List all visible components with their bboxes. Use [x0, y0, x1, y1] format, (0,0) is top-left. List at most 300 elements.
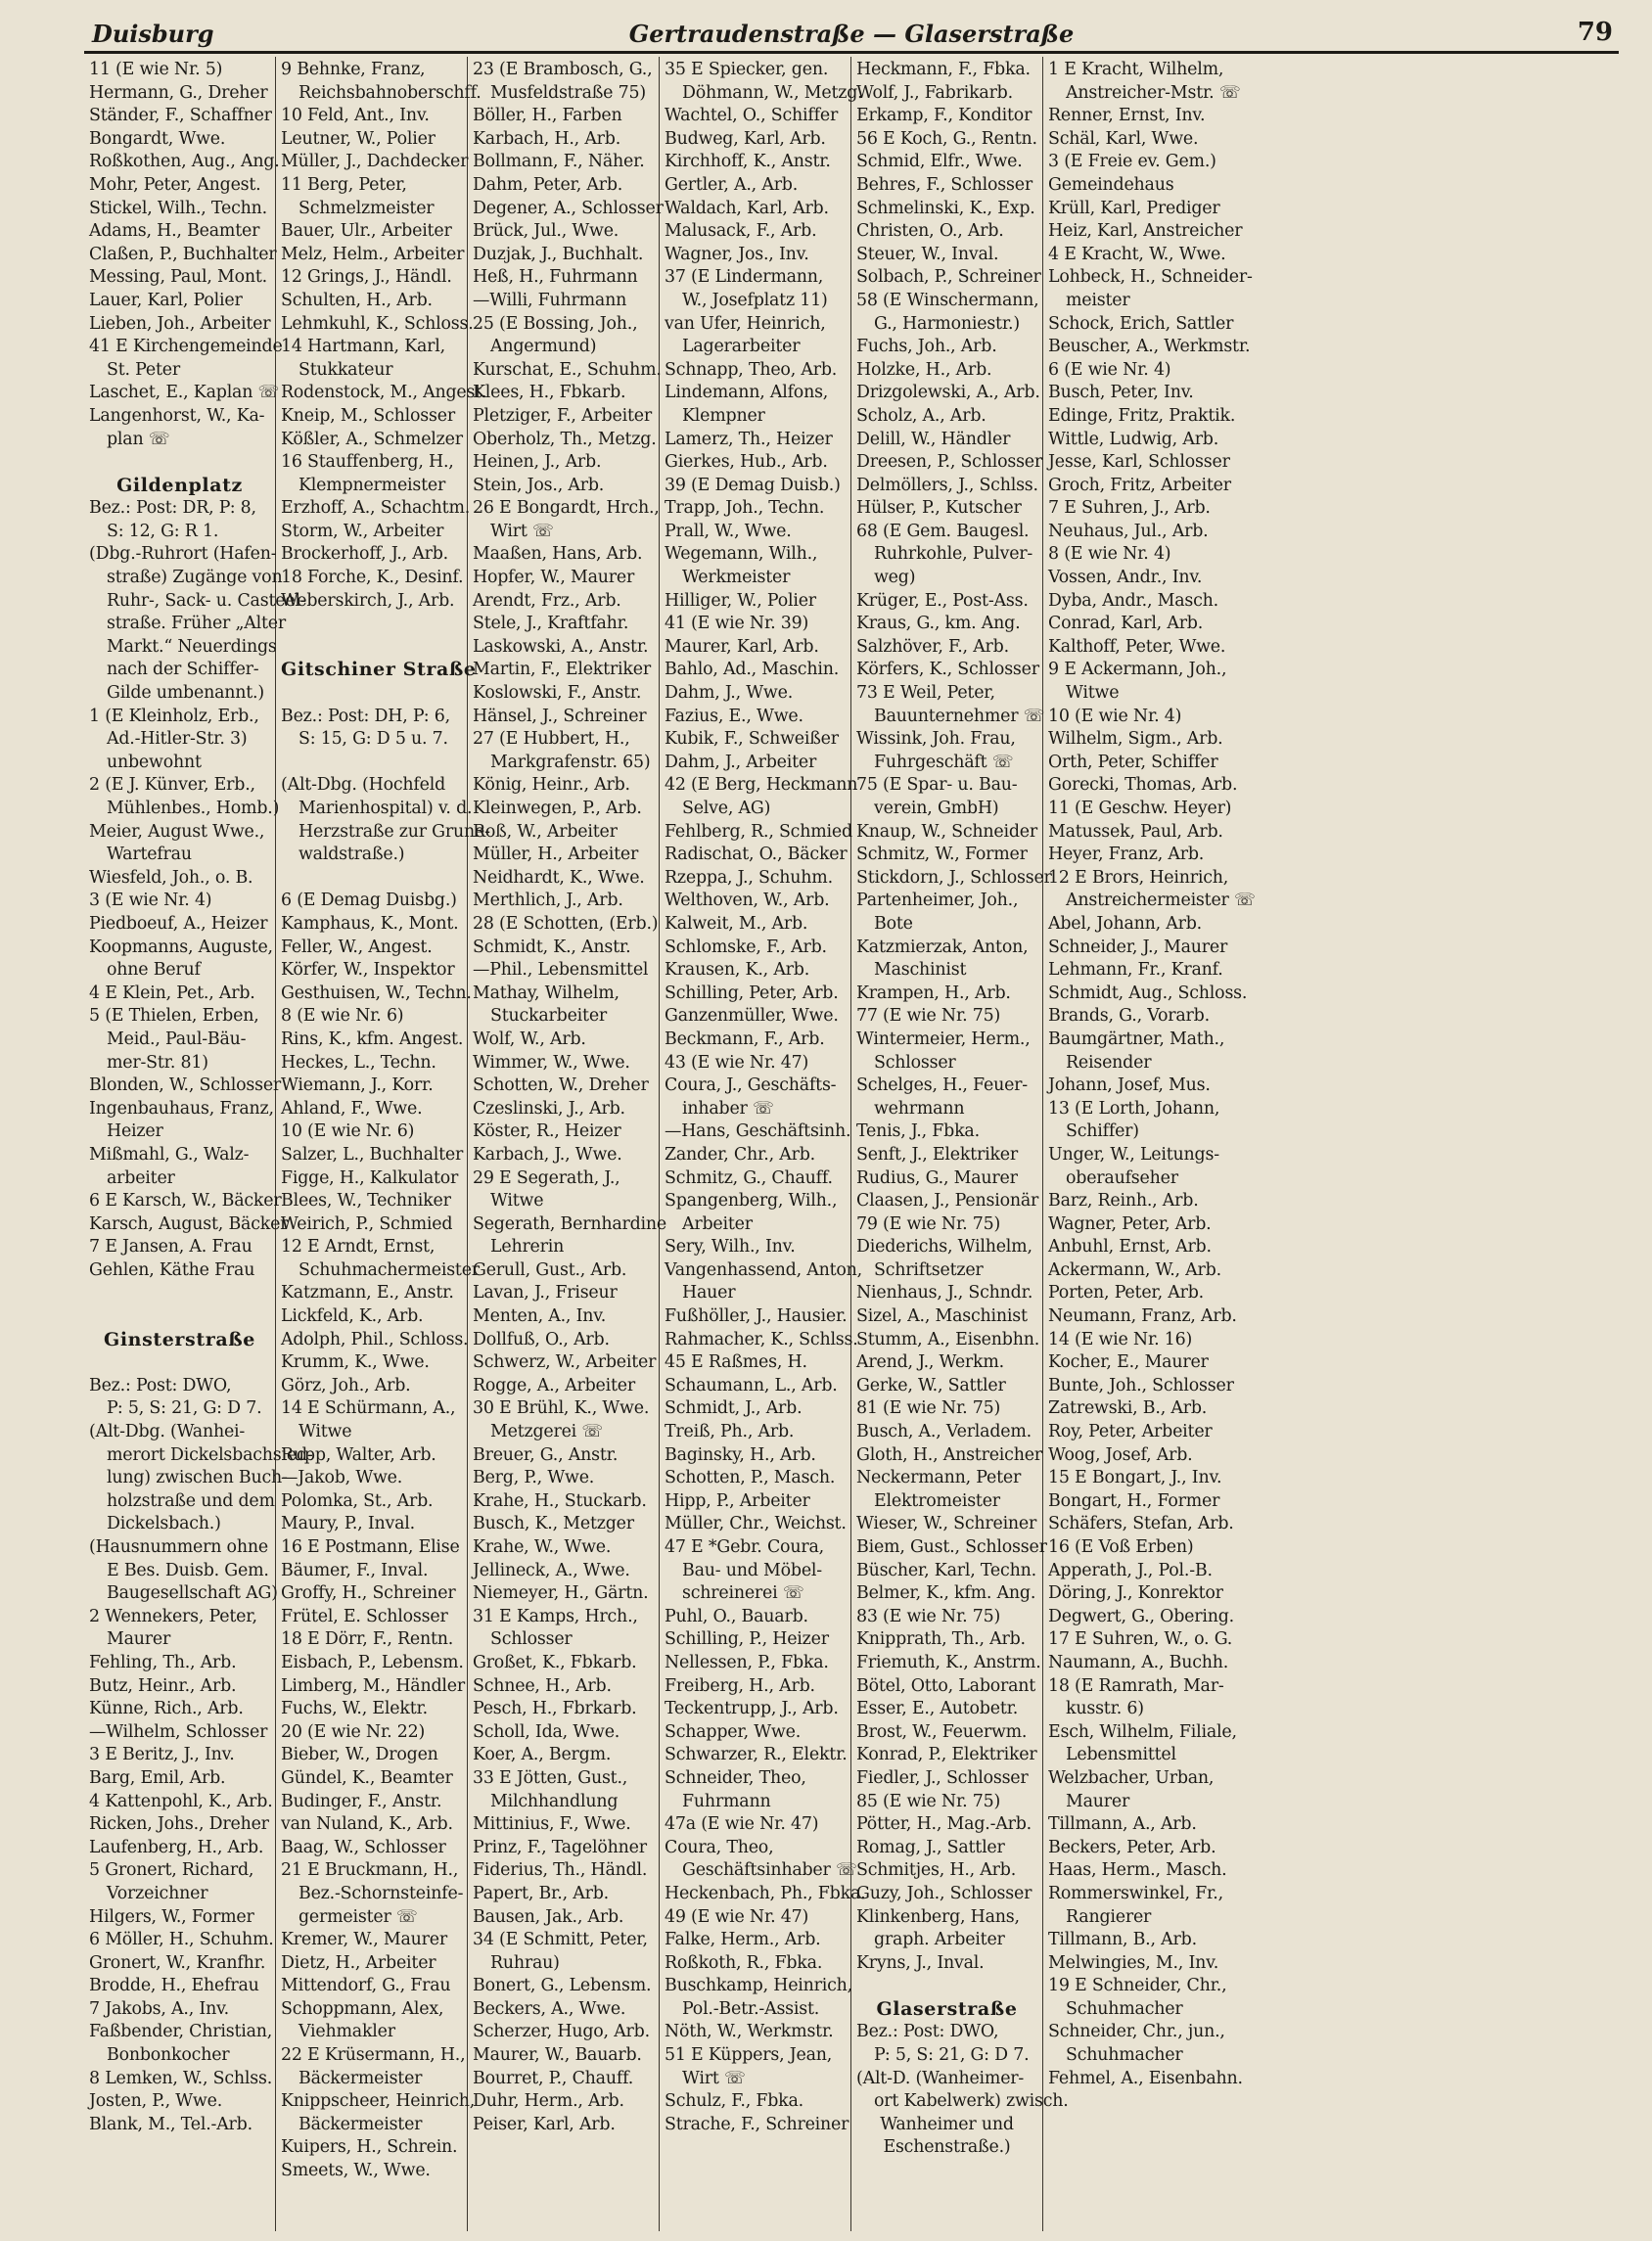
entry-line: —Willi, Fuhrmann	[473, 290, 627, 310]
entry-line: Laskowski, A., Anstr.	[473, 636, 649, 657]
column-2	[276, 57, 490, 2231]
entry-line: Hopfer, W., Maurer	[473, 568, 635, 588]
entry-line: 41 (E wie Nr. 39)	[665, 614, 809, 634]
continuation-line: Marienhospital) v. d.	[298, 799, 473, 818]
entry-line: (Dbg.-Ruhrort (Hafen-	[89, 544, 277, 565]
entry-line: Groch, Fritz, Arbeiter	[1048, 475, 1231, 495]
entry-line: Holzke, H., Arb.	[856, 359, 992, 380]
entry-line: Kneip, M., Schlosser	[281, 405, 455, 426]
entry-line: Lehmkuhl, K., Schloss.	[281, 313, 474, 334]
entry-line: 2 (E J. Künver, Erb.,	[89, 775, 255, 796]
continuation-line: Hauer	[682, 1283, 736, 1303]
entry-line: Matussek, Paul, Arb.	[1048, 821, 1223, 842]
entry-line: Vangenhassend, Anton,	[665, 1259, 862, 1280]
street-heading: Gildenplatz	[116, 474, 243, 496]
entry-line: Maaßen, Hans, Arb.	[473, 544, 643, 565]
entry-line: Schwarzer, R., Elektr.	[665, 1745, 848, 1765]
entry-line: Schlomske, F., Arb.	[665, 937, 827, 957]
spacer	[89, 1351, 270, 1375]
entry-line: Rins, K., kfm. Angest.	[281, 1029, 464, 1049]
entry-line: Strache, F., Schreiner	[665, 2114, 849, 2134]
entry-line: Fehling, Th., Arb.	[89, 1652, 237, 1672]
entry-line: 5 Gronert, Richard,	[89, 1860, 254, 1881]
continuation-line: Werkmeister	[682, 568, 791, 588]
entry-line: Bahlo, Ad., Maschin.	[665, 660, 840, 680]
continuation-line: Schuhmacher	[1066, 2045, 1183, 2066]
entry-line: Wissink, Joh. Frau,	[856, 729, 1016, 750]
column-3	[468, 57, 667, 2231]
entry-line: Schoppmann, Alex,	[281, 1998, 444, 2019]
entry-line: Roy, Peter, Arbeiter	[1048, 1422, 1213, 1442]
entry-line: Gesthuisen, W., Techn.	[281, 983, 472, 1003]
entry-line: Tillmann, B., Arb.	[1048, 1930, 1197, 1950]
entry-line: Dreesen, P., Schlosser	[856, 452, 1043, 473]
continuation-line: Wartefrau	[107, 845, 192, 865]
continuation-line: Anstreicher-Mstr. ☏	[1066, 82, 1241, 103]
entry-line: Malusack, F., Arb.	[665, 221, 817, 242]
continuation-line: ort Kabelwerk) zwisch.	[874, 2091, 1069, 2112]
entry-line: Degener, A., Schlosser	[473, 198, 664, 218]
entry-line: Nellessen, P., Fbka.	[665, 1652, 829, 1672]
entry-line: Schapper, Wwe.	[665, 1721, 802, 1742]
continuation-line: plan ☏	[107, 429, 170, 449]
entry-line: Arend, J., Werkm.	[856, 1352, 1004, 1373]
entry-line: 9 Behnke, Franz,	[281, 60, 426, 79]
entry-line: Konrad, P., Elektriker	[856, 1745, 1037, 1765]
continuation-line: St. Peter	[107, 359, 180, 380]
entry-line: Christen, O., Arb.	[856, 221, 1004, 242]
entry-line: Schäfers, Stefan, Arb.	[1048, 1514, 1234, 1534]
continuation-line: Gilde umbenannt.)	[107, 683, 264, 704]
entry-line: 7 E Jansen, A. Frau	[89, 1237, 252, 1258]
entry-line: Brück, Jul., Wwe.	[473, 221, 620, 242]
entry-line: Dahm, Peter, Arb.	[473, 174, 623, 195]
column-5	[851, 57, 1069, 2231]
entry-line: 34 (E Schmitt, Peter,	[473, 1930, 648, 1950]
entry-line: Groffy, H., Schreiner	[281, 1583, 456, 1604]
entry-line: Klinkenberg, Hans,	[856, 1906, 1020, 1927]
entry-line: Gemeindehaus	[1048, 174, 1174, 195]
entry-line: Josten, P., Wwe.	[89, 2091, 223, 2112]
entry-line: 10 Feld, Ant., Inv.	[281, 106, 430, 126]
entry-line: 85 (E wie Nr. 75)	[856, 1791, 1001, 1811]
spacer	[281, 752, 462, 775]
entry-line: 16 E Postmann, Elise	[281, 1537, 460, 1557]
entry-line: 23 (E Brambosch, G.,	[473, 60, 653, 79]
entry-line: Katzmierzak, Anton,	[856, 937, 1029, 957]
continuation-line: Ruhrau)	[490, 1952, 560, 1973]
street-heading: Gitschiner Straße	[281, 659, 477, 681]
entry-line: —Wilhelm, Schlosser	[89, 1721, 268, 1742]
spacer	[89, 451, 270, 475]
entry-line: 19 E Schneider, Chr.,	[1048, 1976, 1227, 1996]
entry-line: 15 E Bongart, J., Inv.	[1048, 1468, 1222, 1488]
entry-line: 14 (E wie Nr. 16)	[1048, 1329, 1193, 1349]
entry-line: Buschkamp, Heinrich,	[665, 1976, 852, 1996]
entry-line: 18 E Dörr, F., Rentn.	[281, 1629, 454, 1650]
entry-line: Faßbender, Christian,	[89, 2022, 273, 2042]
continuation-line: Stuckarbeiter	[490, 1006, 608, 1027]
entry-line: Fiedler, J., Schlosser	[856, 1767, 1029, 1788]
entry-line: Bauer, Ulr., Arbeiter	[281, 221, 452, 242]
continuation-line: Wirt ☏	[490, 521, 554, 541]
entry-line: Krüger, E., Post-Ass.	[856, 590, 1029, 611]
entry-line: Schäl, Karl, Wwe.	[1048, 128, 1199, 149]
entry-line: Naumann, A., Buchh.	[1048, 1652, 1229, 1672]
entry-line: Menten, A., Inv.	[473, 1306, 607, 1327]
entry-line: Gehlen, Käthe Frau	[89, 1259, 255, 1280]
entry-line: 11 (E wie Nr. 5)	[89, 60, 223, 79]
entry-line: Figge, H., Kalkulator	[281, 1167, 459, 1188]
entry-line: Oberholz, Th., Metzg.	[473, 429, 657, 449]
continuation-line: Baugesellschaft AG)	[107, 1583, 278, 1604]
entry-line: 10 (E wie Nr. 6)	[281, 1121, 415, 1142]
entry-line: Lamerz, Th., Heizer	[665, 429, 833, 449]
entry-line: 22 E Krüsermann, H.,	[281, 2045, 466, 2066]
entry-line: Dyba, Andr., Masch.	[1048, 590, 1218, 611]
entry-line: Gerke, W., Sattler	[856, 1375, 1006, 1395]
continuation-line: lung) zwischen Buch-	[107, 1468, 288, 1488]
entry-line: Erkamp, F., Konditor	[856, 106, 1032, 126]
entry-line: Schotten, P., Masch.	[665, 1468, 836, 1488]
entry-line: Blank, M., Tel.-Arb.	[89, 2114, 252, 2134]
entry-line: Schock, Erich, Sattler	[1048, 313, 1234, 334]
continuation-line: Rangierer	[1066, 1906, 1152, 1927]
continuation-line: Wirt ☏	[682, 2068, 746, 2088]
continuation-line: Bau- und Möbel-	[682, 1560, 822, 1580]
entry-line: 28 (E Schotten, (Erb.)	[473, 913, 659, 934]
continuation-line: Lebensmittel	[1066, 1745, 1176, 1765]
entry-line: Beckers, A., Wwe.	[473, 1998, 626, 2019]
continuation-line: weg)	[874, 568, 916, 588]
entry-line: Brost, W., Feuerwm.	[856, 1721, 1028, 1742]
entry-line: Barz, Reinh., Arb.	[1048, 1191, 1199, 1212]
entry-line: Melwingies, M., Inv.	[1048, 1952, 1219, 1973]
continuation-line: Angermund)	[490, 337, 597, 357]
continuation-line: Stukkateur	[298, 359, 393, 380]
continuation-line: W., Josefplatz 11)	[682, 290, 828, 310]
entry-line: Rudius, G., Maurer	[856, 1167, 1018, 1188]
entry-line: Fußhöller, J., Hausier.	[665, 1306, 848, 1327]
entry-line: Schmitjes, H., Arb.	[856, 1860, 1017, 1881]
continuation-line: P: 5, S: 21, G: D 7.	[107, 1398, 262, 1419]
entry-line: Hilliger, W., Polier	[665, 590, 816, 611]
entry-line: Wintermeier, Herm.,	[856, 1029, 1031, 1049]
entry-line: Bez.: Post: DWO,	[856, 2022, 999, 2042]
continuation-line: Reisender	[1066, 1052, 1152, 1073]
entry-line: Knippscheer, Heinrich,	[281, 2091, 476, 2112]
entry-line: Rogge, A., Arbeiter	[473, 1375, 635, 1395]
entry-line: Hänsel, J., Schreiner	[473, 706, 647, 726]
entry-line: Körfer, W., Inspektor	[281, 960, 455, 981]
entry-line: Brockerhoff, J., Arb.	[281, 544, 448, 565]
entry-line: Lickfeld, K., Arb.	[281, 1306, 424, 1327]
entry-line: Beckmann, F., Arb.	[665, 1029, 825, 1049]
entry-line: Wagner, Peter, Arb.	[1048, 1213, 1212, 1234]
entry-line: Leutner, W., Polier	[281, 128, 436, 149]
entry-line: Guzy, Joh., Schlosser	[856, 1883, 1032, 1903]
entry-line: Krampen, H., Arb.	[856, 983, 1011, 1003]
entry-line: Dahm, J., Arbeiter	[665, 752, 817, 772]
entry-line: Falke, Herm., Arb.	[665, 1930, 821, 1950]
entry-line: Gronert, W., Kranfhr.	[89, 1952, 266, 1973]
entry-line: 7 E Suhren, J., Arb.	[1048, 498, 1211, 519]
spacer	[281, 867, 462, 891]
entry-line: 79 (E wie Nr. 75)	[856, 1213, 1001, 1234]
entry-line: Fazius, E., Wwe.	[665, 706, 803, 726]
entry-line: Laufenberg, H., Arb.	[89, 1837, 264, 1857]
continuation-line: S: 15, G: D 5 u. 7.	[298, 729, 448, 750]
column-1	[84, 57, 313, 2231]
entry-line: Schelges, H., Feuer-	[856, 1075, 1028, 1096]
entry-line: 26 E Bongardt, Hrch.,	[473, 498, 660, 519]
entry-line: Nienhaus, J., Schndr.	[856, 1283, 1033, 1303]
continuation-line: kusstr. 6)	[1066, 1699, 1144, 1719]
entry-line: Bongart, H., Former	[1048, 1490, 1220, 1511]
continuation-line: Schuhmacher	[1066, 1998, 1183, 2019]
entry-line: Wittle, Ludwig, Arb.	[1048, 429, 1219, 449]
entry-line: Schneider, Chr., jun.,	[1048, 2022, 1225, 2042]
entry-line: Woog, Josef, Arb.	[1048, 1444, 1193, 1465]
entry-line: Karbach, J., Wwe.	[473, 1144, 622, 1165]
continuation-line: Fuhrgeschäft ☏	[874, 752, 1014, 772]
entry-line: 3 (E wie Nr. 4)	[89, 891, 212, 911]
entry-line: 43 (E wie Nr. 47)	[665, 1052, 809, 1073]
entry-line: 14 E Schürmann, A.,	[281, 1398, 456, 1419]
entry-line: Bunte, Joh., Schlosser	[1048, 1375, 1234, 1395]
entry-line: Schmid, Elfr., Wwe.	[856, 152, 1023, 172]
entry-line: Ingenbauhaus, Franz,	[89, 1098, 274, 1119]
entry-line: Bollmann, F., Näher.	[473, 152, 645, 172]
entry-line: Coura, Theo,	[665, 1837, 774, 1857]
entry-line: Salzhöver, F., Arb.	[856, 636, 1009, 657]
entry-line: Schotten, W., Dreher	[473, 1075, 649, 1096]
entry-line: Fehmel, A., Eisenbahn.	[1048, 2068, 1243, 2088]
entry-line: Schmidt, J., Arb.	[665, 1398, 803, 1419]
entry-line: Kößler, A., Schmelzer	[281, 429, 463, 449]
entry-line: 27 (E Hubbert, H.,	[473, 729, 630, 750]
entry-line: Lavan, J., Friseur	[473, 1283, 618, 1303]
continuation-line: Bonbonkocher	[107, 2045, 230, 2066]
street-heading: Glaserstraße	[876, 1997, 1018, 2020]
entry-line: Stein, Jos., Arb.	[473, 475, 605, 495]
continuation-line: S: 12, G: R 1.	[107, 521, 219, 541]
entry-line: 6 (E Demag Duisbg.)	[281, 891, 457, 911]
entry-line: Treiß, Ph., Arb.	[665, 1422, 795, 1442]
entry-line: Schilling, P., Heizer	[665, 1629, 829, 1650]
continuation-line: Markgrafenstr. 65)	[490, 752, 651, 772]
continuation-line: schreinerei ☏	[682, 1583, 804, 1604]
entry-line: Mißmahl, G., Walz-	[89, 1144, 250, 1165]
continuation-line: Heizer	[107, 1121, 163, 1142]
continuation-line: straße) Zugänge von	[107, 568, 283, 588]
entry-line: Schmitz, G., Chauff.	[665, 1167, 833, 1188]
entry-line: 1 (E Kleinholz, Erb.,	[89, 706, 259, 726]
entry-line: König, Heinr., Arb.	[473, 775, 630, 796]
entry-line: 47a (E wie Nr. 47)	[665, 1814, 819, 1835]
entry-line: Nöth, W., Werkmstr.	[665, 2022, 834, 2042]
entry-line: Adams, H., Beamter	[89, 221, 260, 242]
entry-line: Vossen, Andr., Inv.	[1048, 568, 1203, 588]
entry-line: Biem, Gust., Schlosser	[856, 1537, 1047, 1557]
entry-line: Scherzer, Hugo, Arb.	[473, 2022, 650, 2042]
continuation-line: waldstraße.)	[298, 845, 405, 865]
entry-line: Gloth, H., Anstreicher	[856, 1444, 1042, 1465]
entry-line: 39 (E Demag Duisb.)	[665, 475, 841, 495]
entry-line: Waldach, Karl, Arb.	[665, 198, 829, 218]
entry-line: —Jakob, Wwe.	[281, 1468, 403, 1488]
entry-line: Kalthoff, Peter, Wwe.	[1048, 636, 1226, 657]
entry-line: Büscher, Karl, Techn.	[856, 1560, 1036, 1580]
entry-line: Schaumann, L., Arb.	[665, 1375, 838, 1395]
entry-line: Sery, Wilh., Inv.	[665, 1237, 796, 1258]
entry-line: 16 Stauffenberg, H.,	[281, 452, 454, 473]
entry-line: Butz, Heinr., Arb.	[89, 1675, 237, 1696]
continuation-line: verein, GmbH)	[874, 799, 999, 818]
entry-line: Schneider, Theo,	[665, 1767, 806, 1788]
entry-line: Budweg, Karl, Arb.	[665, 128, 826, 149]
entry-line: 56 E Koch, G., Rentn.	[856, 128, 1037, 149]
entry-line: Melz, Helm., Arbeiter	[281, 244, 465, 264]
entry-line: Lehmann, Fr., Kranf.	[1048, 960, 1223, 981]
entry-line: Maurer, W., Bauarb.	[473, 2045, 642, 2066]
entry-line: Duzjak, J., Buchhalt.	[473, 244, 644, 264]
entry-line: 14 Hartmann, Karl,	[281, 337, 445, 357]
entry-line: Limberg, M., Händler	[281, 1675, 465, 1696]
entry-line: Czeslinski, J., Arb.	[473, 1098, 625, 1119]
continuation-line: Klempnermeister	[298, 475, 446, 495]
entry-line: Wiemann, J., Korr.	[281, 1075, 434, 1096]
entry-line: 2 Wennekers, Peter,	[89, 1606, 257, 1626]
entry-line: Schmelinski, K., Exp.	[856, 198, 1035, 218]
entry-line: Esch, Wilhelm, Filiale,	[1048, 1721, 1237, 1742]
entry-line: Jesse, Karl, Schlosser	[1048, 452, 1230, 473]
entry-line: Schmitz, W., Former	[856, 845, 1028, 865]
entry-line: Scholl, Ida, Wwe.	[473, 1721, 620, 1742]
continuation-line: Milchhandlung	[490, 1791, 619, 1811]
entry-line: Romag, J., Sattler	[856, 1837, 1005, 1857]
entry-line: Kleinwegen, P., Arb.	[473, 799, 642, 818]
entry-line: Blees, W., Techniker	[281, 1191, 451, 1212]
entry-line: Laschet, E., Kaplan ☏	[89, 383, 280, 403]
entry-line: 12 E Brors, Heinrich,	[1048, 867, 1229, 888]
entry-line: Roßkothen, Aug., Ang.	[89, 152, 280, 172]
entry-line: Scholz, A., Arb.	[856, 405, 987, 426]
entry-line: Kremer, W., Maurer	[281, 1930, 447, 1950]
continuation-line: wehrmann	[874, 1098, 965, 1119]
continuation-line: Viehmakler	[298, 2022, 395, 2042]
column-6	[1043, 57, 1256, 2231]
entry-line: Schneider, J., Maurer	[1048, 937, 1228, 957]
entry-line: Conrad, Karl, Arb.	[1048, 614, 1204, 634]
entry-line: Neckermann, Peter	[856, 1468, 1022, 1488]
entry-line: Körfers, K., Schlosser	[856, 660, 1039, 680]
entry-line: Schulten, H., Arb.	[281, 290, 433, 310]
entry-line: Fuchs, W., Elektr.	[281, 1699, 429, 1719]
entry-line: Mathay, Wilhelm,	[473, 983, 620, 1003]
entry-line: Beuscher, A., Werkmstr.	[1048, 337, 1251, 357]
entry-line: Jellineck, A., Wwe.	[473, 1560, 630, 1580]
entry-line: Koslowski, F., Anstr.	[473, 683, 642, 704]
entry-line: Kamphaus, K., Mont.	[281, 913, 459, 934]
entry-line: 18 (E Ramrath, Mar-	[1048, 1675, 1224, 1696]
entry-line: Partenheimer, Joh.,	[856, 891, 1019, 911]
entry-line: Busch, K., Metzger	[473, 1514, 634, 1534]
entry-line: Baumgärtner, Math.,	[1048, 1029, 1225, 1049]
entry-line: 21 E Bruckmann, H.,	[281, 1860, 459, 1881]
entry-line: 6 (E wie Nr. 4)	[1048, 359, 1171, 380]
entry-line: 51 E Küppers, Jean,	[665, 2045, 833, 2066]
entry-line: Stickel, Wilh., Techn.	[89, 198, 267, 218]
continuation-line: G., Harmoniestr.)	[874, 313, 1020, 334]
continuation-line: Schuhmachermeister	[298, 1259, 480, 1280]
entry-line: 1 E Kracht, Wilhelm,	[1048, 60, 1224, 79]
entry-line: Berg, P., Wwe.	[473, 1468, 595, 1488]
entry-line: Unger, W., Leitungs-	[1048, 1144, 1219, 1165]
entry-line: 20 (E wie Nr. 22)	[281, 1721, 426, 1742]
entry-line: 4 E Kracht, W., Wwe.	[1048, 244, 1226, 264]
entry-line: Bäumer, F., Inval.	[281, 1560, 429, 1580]
spacer	[281, 636, 462, 660]
continuation-line: Bez.-Schornsteinfe-	[298, 1883, 464, 1903]
continuation-line: Witwe	[490, 1191, 544, 1212]
entry-line: Mittinius, F., Wwe.	[473, 1814, 631, 1835]
continuation-line: Ruhrkohle, Pulver-	[874, 544, 1033, 565]
continuation-line: meister	[1066, 290, 1130, 310]
continuation-line: E Bes. Duisb. Gem.	[107, 1560, 269, 1580]
entry-line: Wolf, W., Arb.	[473, 1029, 586, 1049]
entry-line: Salzer, L., Buchhalter	[281, 1144, 464, 1165]
entry-line: Müller, Chr., Weichst.	[665, 1514, 847, 1534]
continuation-line: Schiffer)	[1066, 1121, 1139, 1142]
entry-line: Brands, G., Vorarb.	[1048, 1006, 1210, 1027]
continuation-line: Witwe	[298, 1422, 352, 1442]
entry-line: Teckentrupp, J., Arb.	[665, 1699, 839, 1719]
entry-line: Delmöllers, J., Schlss.	[856, 475, 1038, 495]
entry-line: Krausen, K., Arb.	[665, 960, 810, 981]
entry-line: Senft, J., Elektriker	[856, 1144, 1018, 1165]
entry-line: 7 Jakobs, A., Inv.	[89, 1998, 229, 2019]
entry-line: 8 (E wie Nr. 6)	[281, 1006, 404, 1027]
entry-line: 47 E *Gebr. Coura,	[665, 1537, 824, 1557]
continuation-line: ohne Beruf	[107, 960, 201, 981]
entry-line: 8 (E wie Nr. 4)	[1048, 544, 1171, 565]
entry-line: Kocher, E., Maurer	[1048, 1352, 1209, 1373]
continuation-line: inhaber ☏	[682, 1098, 774, 1119]
continuation-line: P: 5, S: 21, G: D 7.	[874, 2045, 1030, 2066]
entry-line: Peiser, Karl, Arb.	[473, 2114, 616, 2134]
entry-line: Heiz, Karl, Anstreicher	[1048, 221, 1243, 242]
continuation-line: Markt.“ Neuerdings	[107, 636, 277, 657]
entry-line: Behres, F., Schlosser	[856, 174, 1032, 195]
entry-line: 31 E Kamps, Hrch.,	[473, 1606, 638, 1626]
entry-line: Karbach, H., Arb.	[473, 128, 621, 149]
entry-line: 9 E Ackermann, Joh.,	[1048, 660, 1227, 680]
entry-line: Kryns, J., Inval.	[856, 1952, 985, 1973]
entry-line: Lindemann, Alfons,	[665, 383, 829, 403]
entry-line: 42 (E Berg, Heckmann	[665, 775, 858, 796]
entry-line: Gierkes, Hub., Arb.	[665, 452, 828, 473]
continuation-line: merort Dickelsbachsied-	[107, 1444, 313, 1465]
entry-line: Schilling, Peter, Arb.	[665, 983, 839, 1003]
continuation-line: Herzstraße zur Grune-	[298, 821, 490, 842]
spacer	[856, 1975, 1037, 1998]
entry-line: Müller, J., Dachdecker	[281, 152, 469, 172]
entry-line: Coura, J., Geschäfts-	[665, 1075, 837, 1096]
continuation-line: Schriftsetzer	[874, 1259, 984, 1280]
entry-line: Orth, Peter, Schiffer	[1048, 752, 1218, 772]
entry-line: Bötel, Otto, Laborant	[856, 1675, 1036, 1696]
